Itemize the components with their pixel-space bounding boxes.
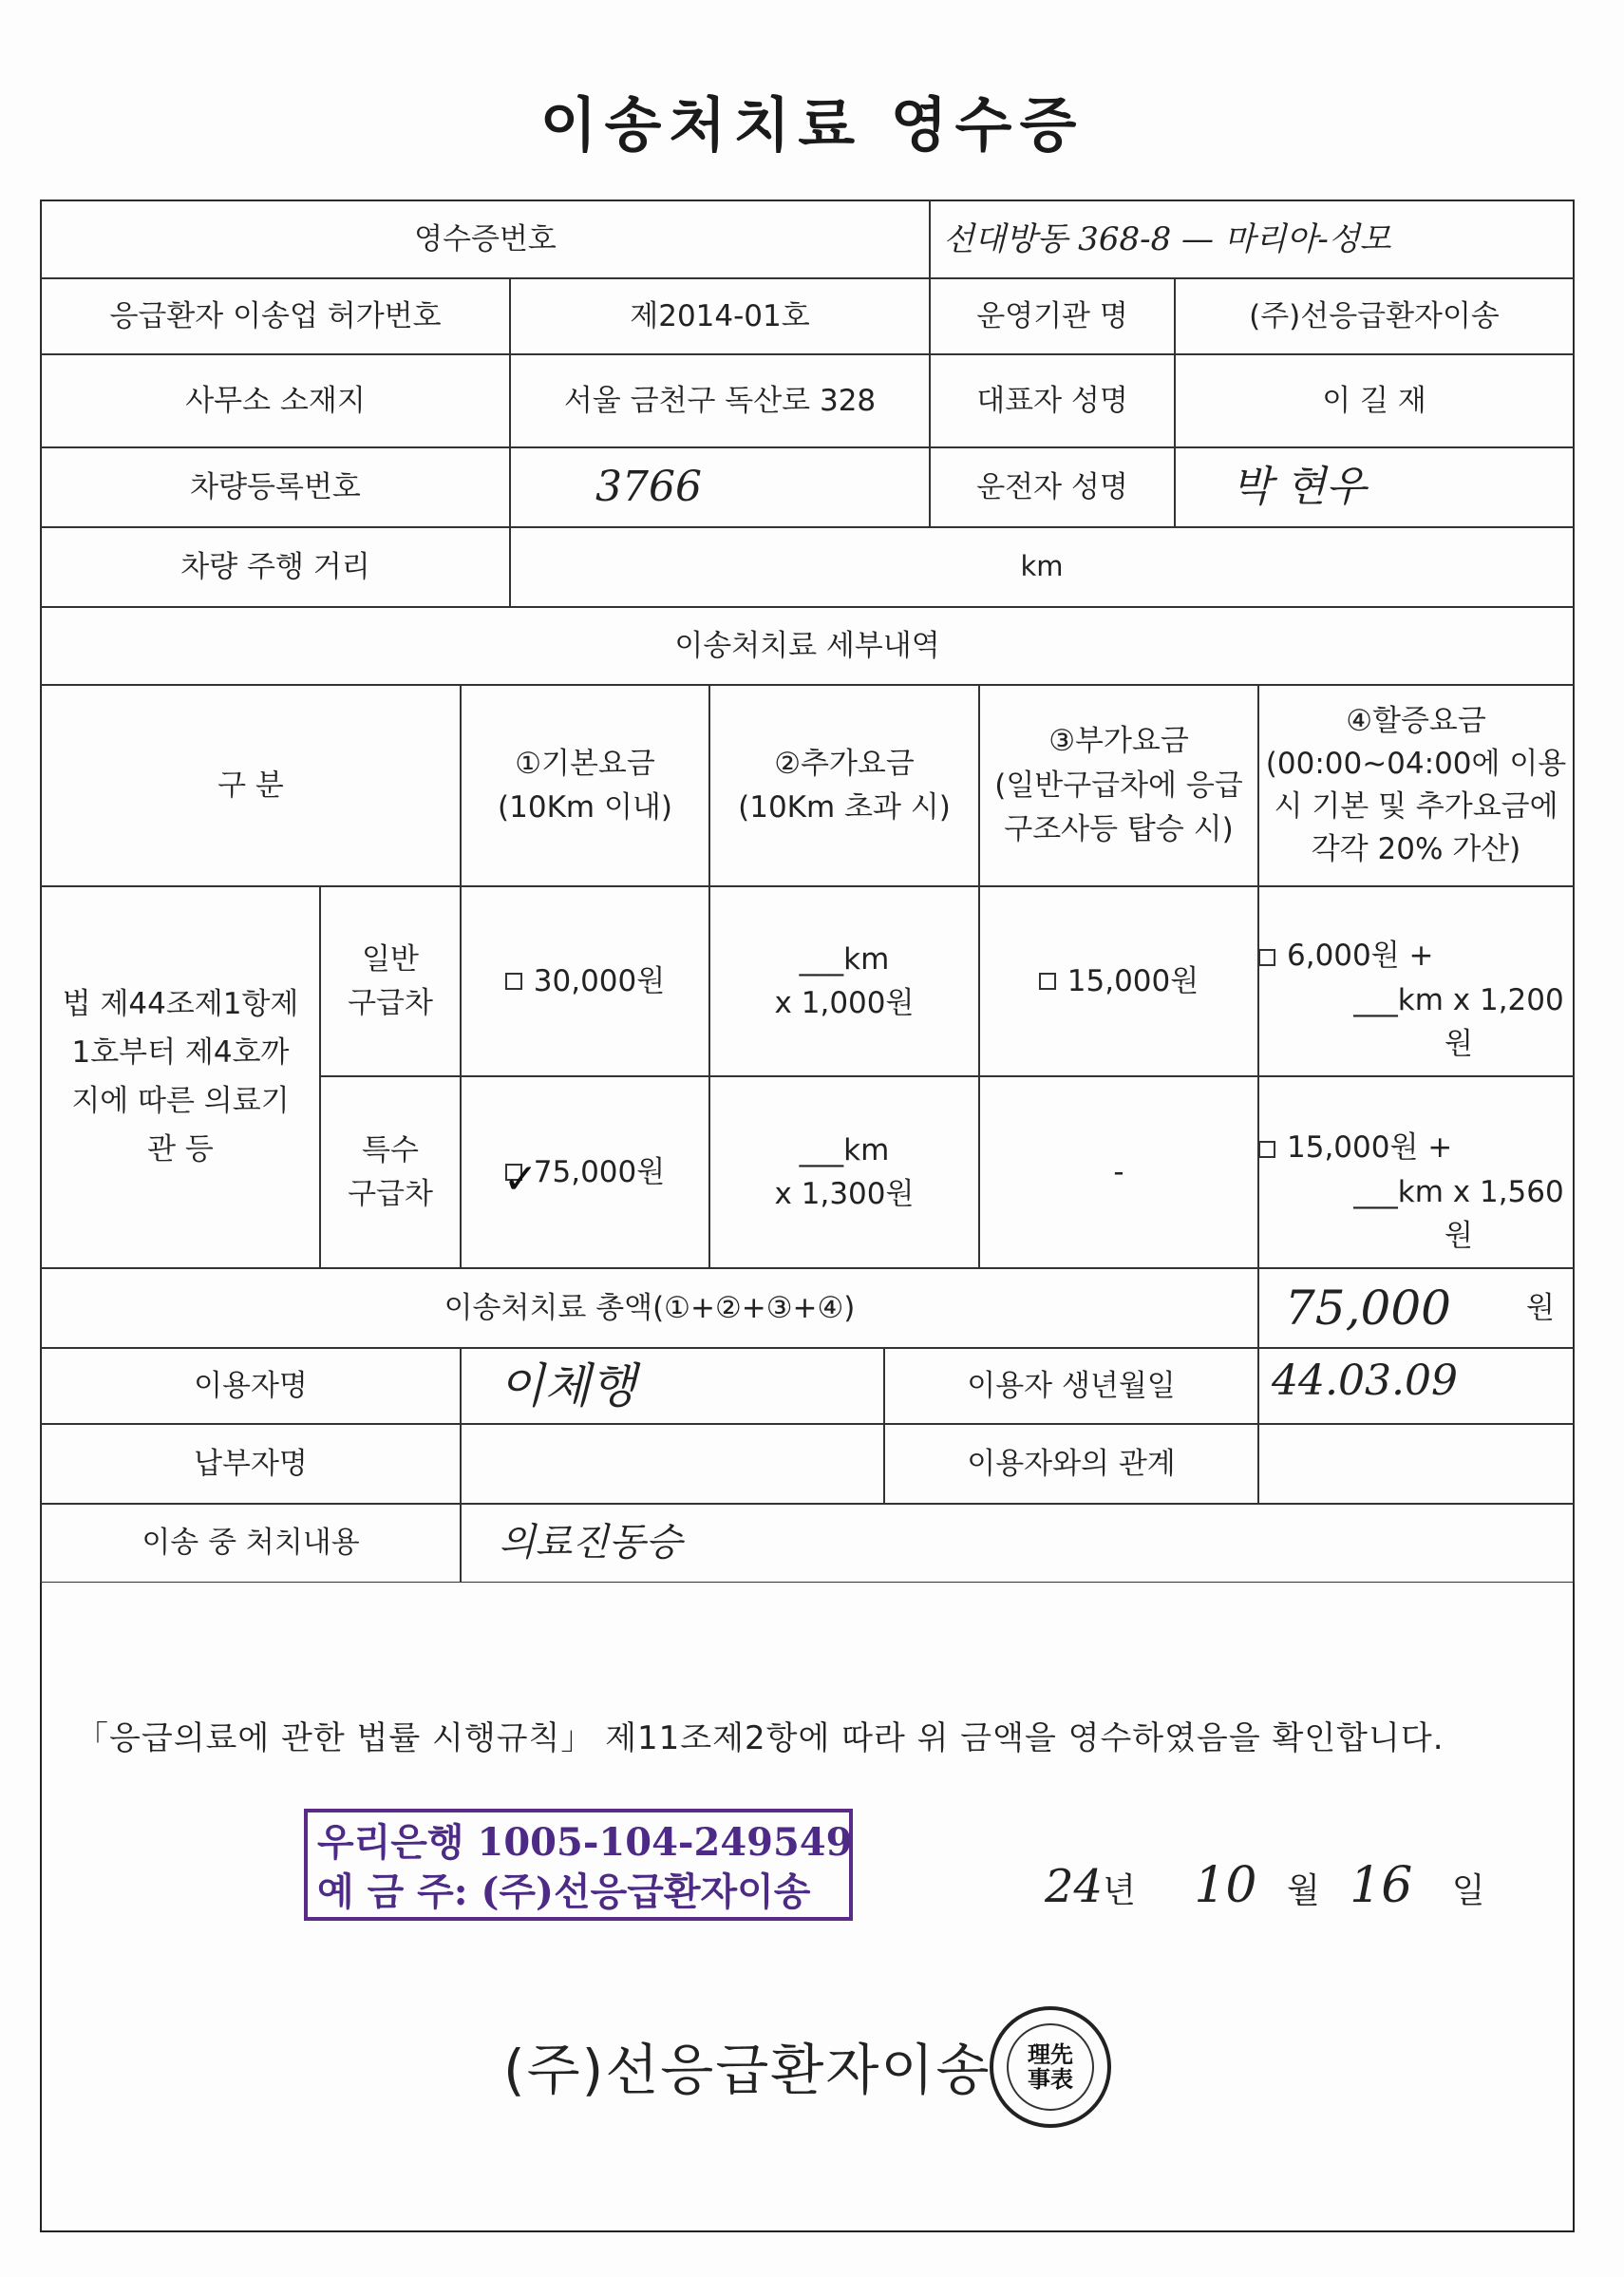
- general-surcharge-base: 6,000원 +: [1287, 939, 1434, 973]
- special-base-checkbox[interactable]: [502, 1155, 538, 1204]
- vehicle-label: 차량등록번호: [40, 446, 511, 528]
- special-extra-cell: [708, 1075, 980, 1269]
- certification-text: 「응급의료에 관한 법률 시행규칙」 제11조제2항에 따라 위 금액을 영수하였음을 확인합니다.: [76, 1719, 1445, 1757]
- payer-value[interactable]: [460, 1423, 885, 1505]
- col-base-title: ①기본요금: [515, 746, 655, 781]
- special-base-value: 75,000원: [533, 1154, 666, 1189]
- special-extra-rate: x 1,300원: [774, 1177, 915, 1211]
- general-extra-rate: x 1,000원: [774, 986, 915, 1020]
- general-surcharge-cell: [1257, 885, 1575, 1077]
- operator-value: (주)선응급환자이송: [1174, 277, 1575, 355]
- general-extra-km: ___km: [799, 941, 890, 977]
- col-additional-title: ③부가요금: [1048, 724, 1189, 759]
- law-line-4: 관 등: [147, 1132, 214, 1167]
- total-unit: 원: [1526, 1290, 1555, 1325]
- col-surcharge-title: ④할증요금: [1346, 704, 1486, 739]
- user-name-label: 이용자명: [40, 1347, 462, 1425]
- date-month: 10: [1194, 1857, 1257, 1914]
- law-line-3: 지에 따른 의료기: [71, 1084, 290, 1118]
- general-additional-value: 15,000원: [1067, 963, 1199, 998]
- col-surcharge-sub3: 각각 20% 가산): [1311, 831, 1521, 866]
- total-label: 이송처치료 총액(①+②+③+④): [40, 1267, 1259, 1349]
- treatment-label: 이송 중 처치내용: [40, 1503, 462, 1583]
- general-additional-checkbox[interactable]: [1039, 973, 1056, 990]
- company-name: (주)선응급환자이송: [503, 2038, 991, 2102]
- treatment-value: 의료진동승: [460, 1503, 1575, 1583]
- date-year-unit: 년: [1103, 1871, 1136, 1910]
- general-label-1: 일반: [362, 941, 419, 977]
- special-label-2: 구급차: [348, 1177, 433, 1211]
- receipt-no-value: 선대방동 368-8 — 마리아-성모: [929, 199, 1575, 279]
- user-birth-label: 이용자 생년월일: [883, 1347, 1259, 1425]
- col-additional-header: [978, 684, 1259, 887]
- special-extra-km: ___km: [799, 1132, 890, 1167]
- law-line-2: 1호부터 제4호까: [71, 1034, 290, 1070]
- seal-text: 理先 事表: [1007, 2023, 1094, 2111]
- general-surcharge-rate: ___km x 1,200원: [1353, 982, 1564, 1061]
- category-label: 구 분: [40, 684, 462, 887]
- total-value: 75,000: [1285, 1280, 1451, 1336]
- col-surcharge-sub2: 시 기본 및 추가요금에: [1274, 789, 1558, 824]
- bank-account-stamp: [304, 1809, 853, 1921]
- col-surcharge-header: [1257, 684, 1575, 887]
- general-base-value: 30,000원: [533, 963, 666, 998]
- law-line-1: 법 제44조제1항제: [62, 986, 299, 1021]
- special-ambulance-label: [319, 1075, 462, 1269]
- total-cell: [1257, 1267, 1575, 1349]
- general-label-2: 구급차: [348, 986, 433, 1020]
- general-base-checkbox[interactable]: [505, 973, 522, 990]
- rep-label: 대표자 성명: [929, 353, 1176, 448]
- general-additional-cell: [978, 885, 1259, 1077]
- relation-label: 이용자와의 관계: [883, 1423, 1259, 1505]
- office-value: 서울 금천구 독산로 328: [509, 353, 931, 448]
- bank-stamp-line2: 예 금 주: (주)선응급환자이송: [317, 1869, 811, 1914]
- payer-label: 납부자명: [40, 1423, 462, 1505]
- distance-unit: km: [509, 526, 1575, 608]
- col-surcharge-sub1: (00:00~04:00에 이용: [1265, 747, 1567, 782]
- license-value: 제2014-01호: [509, 277, 931, 355]
- col-extra-sub: (10Km 초과 시): [738, 790, 951, 825]
- distance-label: 차량 주행 거리: [40, 526, 511, 608]
- rep-value: 이 길 재: [1174, 353, 1575, 448]
- special-label-1: 특수: [362, 1132, 419, 1167]
- office-label: 사무소 소재지: [40, 353, 511, 448]
- special-surcharge-cell: [1257, 1075, 1575, 1269]
- col-additional-sub2: 구조사등 탑승 시): [1004, 812, 1234, 847]
- user-birth-value: 44.03.09: [1257, 1347, 1575, 1425]
- receipt-title: 이송처치료 영수증: [539, 90, 1085, 160]
- general-base-cell: [460, 885, 710, 1077]
- special-surcharge-rate: ___km x 1,560원: [1353, 1174, 1564, 1253]
- col-additional-sub1: (일반구급차에 응급: [994, 768, 1243, 803]
- col-base-header: [460, 684, 710, 887]
- col-base-sub: (10Km 이내): [498, 790, 672, 825]
- date-day-unit: 일: [1451, 1871, 1485, 1910]
- law-label: [40, 885, 321, 1269]
- receipt-no-label: 영수증번호: [40, 199, 931, 279]
- receipt-date: [1045, 1857, 1485, 1914]
- driver-value: 박 현우: [1174, 446, 1575, 528]
- license-label: 응급환자 이송업 허가번호: [40, 277, 511, 355]
- special-additional-cell: -: [978, 1075, 1259, 1269]
- checkmark-icon: ✓: [502, 1155, 538, 1204]
- relation-value[interactable]: [1257, 1423, 1575, 1505]
- general-ambulance-label: [319, 885, 462, 1077]
- date-day: 16: [1350, 1857, 1413, 1914]
- company-seal-icon: [990, 2006, 1111, 2128]
- operator-label: 운영기관 명: [929, 277, 1176, 355]
- special-surcharge-base: 15,000원 +: [1287, 1130, 1453, 1165]
- general-surcharge-checkbox[interactable]: [1258, 949, 1275, 966]
- detail-header: 이송처치료 세부내역: [40, 606, 1575, 686]
- driver-label: 운전자 성명: [929, 446, 1176, 528]
- general-extra-cell: [708, 885, 980, 1077]
- user-name-value: 이체행: [460, 1347, 885, 1425]
- col-extra-header: [708, 684, 980, 887]
- special-base-cell: [460, 1075, 710, 1269]
- date-year: 24: [1045, 1860, 1104, 1913]
- date-month-unit: 월: [1286, 1871, 1320, 1910]
- col-extra-title: ②추가요금: [774, 746, 915, 781]
- vehicle-value: 3766: [509, 446, 931, 528]
- bank-stamp-line1: 우리은행 1005-104-249549: [317, 1820, 853, 1865]
- special-surcharge-checkbox[interactable]: [1258, 1141, 1275, 1158]
